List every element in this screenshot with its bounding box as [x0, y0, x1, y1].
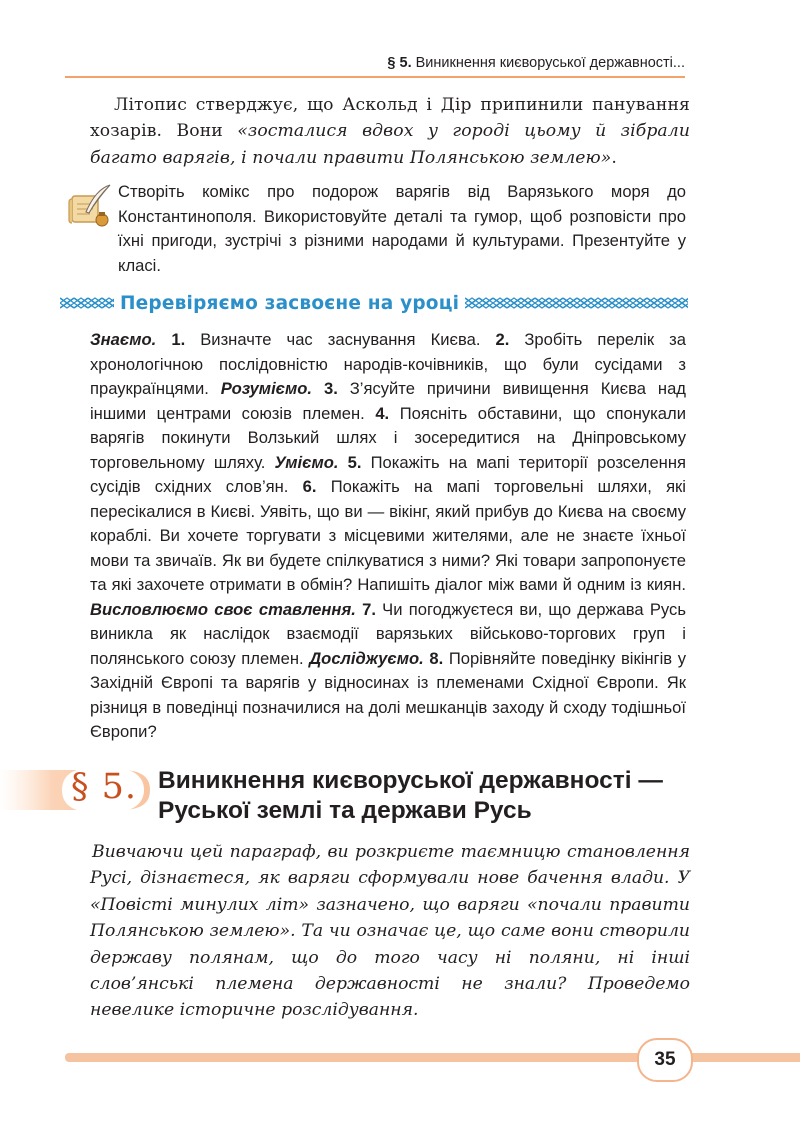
review-banner	[60, 290, 688, 316]
paragraph-title-line1: Виникнення києворуської державності —	[158, 767, 663, 794]
running-header-section: § 5.	[387, 55, 412, 71]
question-text: Покажіть на мапі території розселення сусідів східних слов’ян.	[90, 452, 686, 496]
question-text: Покажіть на мапі торговельні шляхи, які пересікалися в Києві. Уявіть, що ви — вікінг, який прибув до Києва на своєму кораблі. Ви хочете торгувати з місцевими жителями, але не знаєте їхньої мови та звичаїв. Як ви будете спілкуватися з ними? Які товари запропонуєте та які захочете отримати в обмін? Напишіть діалог між вами й одним із киян.	[90, 477, 686, 594]
question-text: Чи погоджуєтеся ви, що держава Русь виникла як наслідок взаємодії варязьких військово-торгових груп і полянського союзу племен.	[90, 599, 686, 668]
question-text	[339, 453, 348, 472]
review-skill-label: Розуміємо.	[220, 379, 313, 398]
running-header-title: Виникнення києворуської державності...	[415, 55, 685, 71]
task-text: Створіть комікс про подорож варягів від Варязького моря до Константинополя. Використовуйте деталі та гумор, щоб розповісти про їхні пригоди, зустрічі з різними народами й культурами. Презентуйте у класі.	[118, 182, 686, 275]
chronicle-text: Літопис стверджує, що Аскольд і Дір припинили панування хозарів. Вони	[90, 95, 690, 142]
question-number: 1.	[171, 330, 186, 349]
page-number: 35	[637, 1038, 693, 1082]
question-number: 7.	[362, 599, 376, 619]
question-text: Порівняйте поведінку вікінгів у Західній Європі та варягів у відносинах із племенами Східної Європи. Як різниця в поведінці позначилися на долі мешканців заходу й сходу тодішньої Європи?	[90, 648, 686, 741]
braid-ornament-right	[465, 294, 688, 312]
question-number: 2.	[495, 330, 510, 349]
review-questions	[90, 328, 686, 745]
paragraph-title-line2: Руської землі та держави Русь	[158, 797, 532, 824]
question-number: 5.	[347, 452, 362, 472]
header-rule	[65, 76, 685, 78]
chronicle-end: .	[611, 147, 617, 168]
chronicle-paragraph	[90, 92, 690, 171]
question-text	[312, 379, 324, 398]
quill-scroll-icon	[66, 182, 112, 228]
running-header	[65, 54, 685, 72]
question-number: 3.	[323, 379, 338, 398]
braid-ornament-left	[60, 294, 114, 312]
review-banner-title: Перевіряємо засвоєне на уроці	[120, 292, 460, 314]
review-skill-label: Висловлюємо своє ставлення.	[90, 599, 356, 619]
question-number: 8.	[429, 648, 444, 668]
paragraph-intro-text: Вивчаючи цей параграф, ви розкриєте таємницю становлення Русі, дізнаєтеся, як варяги сформували нове бачення влади. У «Повісті минулих літ» зазначено, що варяги «почали правити Полянською землею». Та чи означає це, що саме вони створили державу полянам, що до того часу ні поляни, ні інші слов’янські племена державності не знали? Проведемо невелике історичне розслідування.	[90, 842, 690, 1021]
question-number: 6.	[302, 477, 317, 496]
review-skill-label: Досліджуємо.	[309, 648, 424, 668]
question-number: 4.	[375, 403, 390, 423]
paragraph-number: § 5.	[70, 767, 138, 807]
question-text: Поясніть обставини, що спонукали варягів покинути Волзький шлях і зосередитися на Дніпровському торговельному шляху.	[90, 403, 686, 472]
chronicle-quote: «зосталися вдвох у городі цьому й зібрали багато варягів, і почали правити Полянською землею»	[90, 121, 690, 168]
question-text: З’ясуйте причини вивищення Києва над іншими центрами союзів племен.	[90, 379, 686, 423]
question-text: Визначте час заснування Києва.	[185, 330, 496, 349]
question-text	[156, 330, 171, 349]
paragraph-intro	[90, 839, 690, 1024]
question-text: Зробіть перелік за хронологічною послідовністю народів-кочівників, що були сусідами з праукраїнцями.	[90, 330, 686, 398]
review-skill-label: Знаємо.	[90, 330, 157, 349]
paragraph-title	[158, 766, 698, 826]
review-skill-label: Уміємо.	[274, 452, 339, 472]
